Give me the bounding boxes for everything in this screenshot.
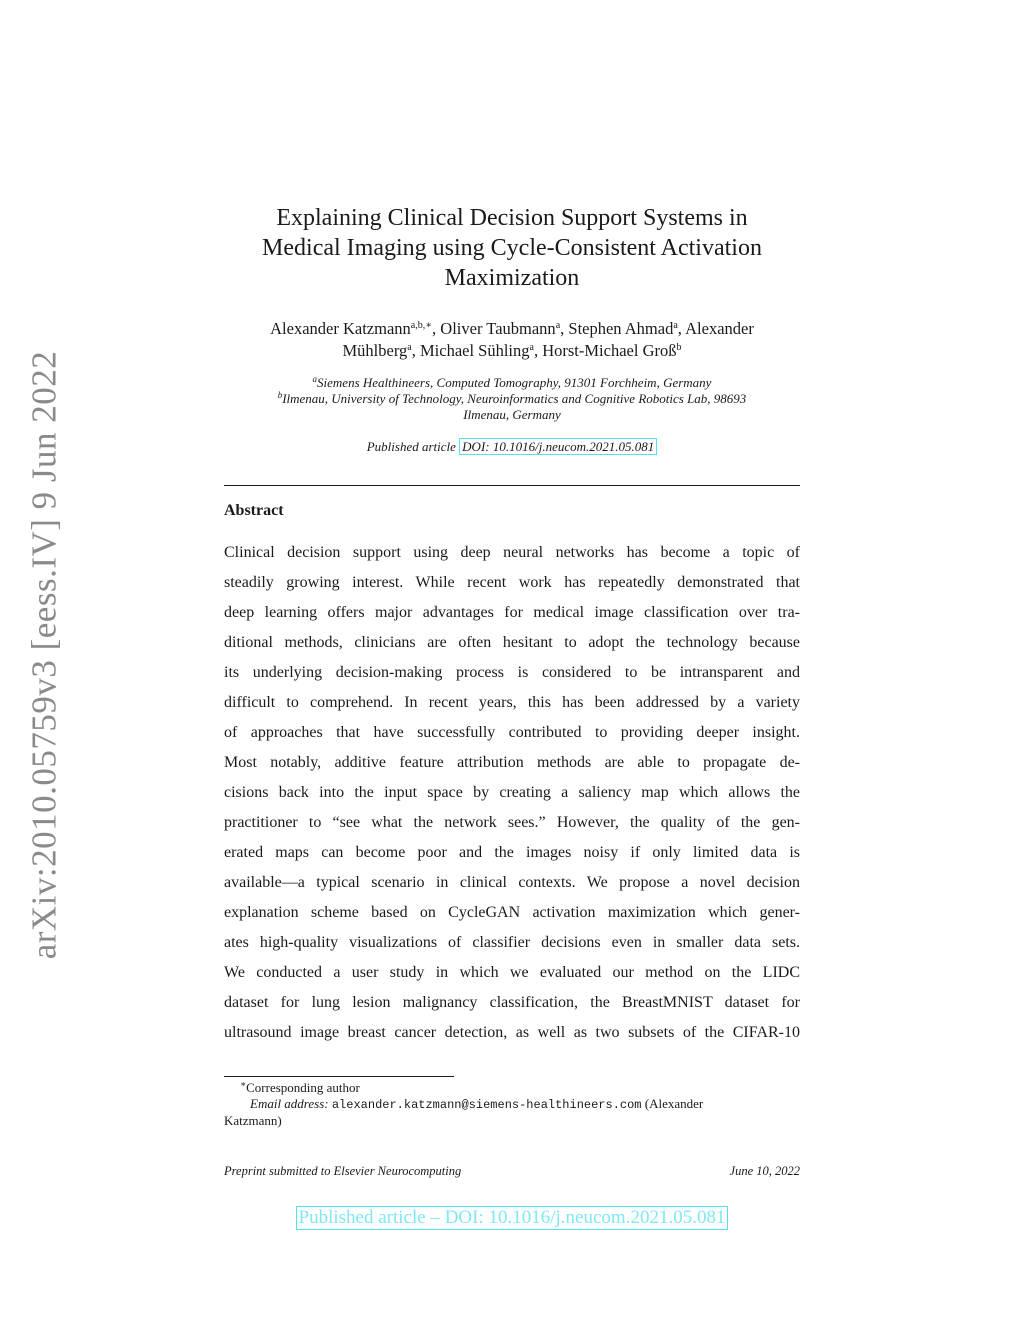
abstract-line: difficult to comprehend. In recent years, this has been addressed by a variety (224, 694, 800, 711)
abstract-line: practitioner to “see what the network sees.” However, the quality of the gen- (224, 814, 800, 831)
author-sup: a (529, 342, 534, 353)
bottom-doi-link[interactable]: Published article – DOI: 10.1016/j.neucom.2021.05.081 (296, 1206, 729, 1230)
email-label: Email address: (250, 1096, 329, 1111)
footnote-corresponding (224, 1080, 800, 1096)
arxiv-stamp (22, 350, 66, 960)
abstract-line: dataset for lung lesion malignancy classification, the BreastMNIST dataset for (224, 994, 800, 1011)
author-name: Michael Sühling (419, 341, 530, 360)
author-sup: a (673, 320, 678, 331)
email-suffix: (Alexander (641, 1096, 704, 1111)
author-line-1 (224, 318, 800, 340)
affiliation-marker: b (277, 390, 283, 400)
abstract-line: explanation scheme based on CycleGAN activation maximization which gener- (224, 904, 800, 921)
preprint-journal: Preprint submitted to Elsevier Neurocomputing (224, 1164, 462, 1178)
author-name: Alexander Katzmann (270, 319, 411, 338)
published-note (224, 439, 800, 455)
abstract-heading: Abstract (224, 502, 284, 519)
abstract-body (224, 538, 800, 1048)
abstract-line: of approaches that have successfully contributed to providing deeper insight. (224, 724, 800, 741)
title-line: Maximization (444, 265, 580, 291)
bottom-doi-banner (0, 1206, 1024, 1230)
abstract-line: deep learning offers major advantages for medical image classification over tra- (224, 604, 800, 621)
author-sep: , (411, 341, 420, 360)
doi-link[interactable]: DOI: 10.1016/j.neucom.2021.05.081 (459, 438, 657, 455)
footnote (224, 1080, 800, 1129)
author-sep: , (560, 319, 569, 338)
affiliation-text: Ilmenau, University of Technology, Neuroinformatics and Cognitive Robotics Lab, 98693 (282, 391, 747, 406)
author-sep: , (677, 319, 686, 338)
affiliation-a (224, 375, 800, 391)
preprint-date: June 10, 2022 (729, 1164, 800, 1178)
abstract-line: erated maps can become poor and the images noisy if only limited data is (224, 844, 800, 861)
affiliation-text: Siemens Healthineers, Computed Tomography, 91301 Forchheim, Germany (317, 375, 712, 390)
author-sup: b (676, 342, 682, 353)
affiliation-marker: a (312, 374, 318, 384)
paper-title (224, 203, 800, 293)
author-sup: a,b,∗ (410, 320, 433, 331)
affiliations (224, 375, 800, 423)
author-sep: , (432, 319, 441, 338)
abstract-line: Clinical decision support using deep neural networks has become a topic of (224, 544, 800, 561)
arxiv-stamp-text: arXiv:2010.05759v3 [eess.IV] 9 Jun 2022 (24, 350, 63, 960)
affiliation-b (224, 391, 800, 407)
published-note-prefix: Published article (366, 439, 460, 454)
abstract-line: ditional methods, clinicians are often hesitant to adopt the technology because (224, 634, 800, 651)
author-sep: , (533, 341, 543, 360)
abstract-top-rule (224, 485, 800, 486)
author-line-2 (224, 340, 800, 362)
abstract-line: We conducted a user study in which we evaluated our method on the LIDC (224, 964, 800, 981)
abstract-line: ates high-quality visualizations of classifier decisions even in smaller data sets. (224, 934, 800, 951)
author-name: Horst-Michael Groß (542, 341, 677, 360)
author-name: Mühlberg (342, 341, 408, 360)
author-list (224, 318, 800, 362)
author-sup: a (555, 320, 561, 331)
author-name: Alexander (685, 319, 754, 338)
footnote-marker: ∗ (240, 1079, 247, 1089)
footnote-corresponding-text: Corresponding author (246, 1080, 360, 1095)
abstract-line: ultrasound image breast cancer detection, as well as two subsets of the CIFAR-10 (224, 1024, 800, 1041)
author-name: Oliver Taubmann (440, 319, 556, 338)
footnote-email-line (224, 1096, 800, 1113)
abstract-line: cisions back into the input space by creating a saliency map which allows the (224, 784, 800, 801)
affiliation-b-cont: Ilmenau, Germany (463, 407, 561, 422)
preprint-footer (224, 1164, 800, 1179)
title-line: Medical Imaging using Cycle-Consistent Activation (262, 235, 762, 261)
footnote-rule (224, 1076, 454, 1077)
email-address[interactable]: alexander.katzmann@siemens-healthineers.com (331, 1098, 642, 1112)
abstract-line: available—a typical scenario in clinical contexts. We propose a novel decision (224, 874, 800, 891)
abstract-line: its underlying decision-making process is considered to be intransparent and (224, 664, 800, 681)
footnote-email-cont: Katzmann) (224, 1113, 282, 1128)
title-line: Explaining Clinical Decision Support Systems in (276, 205, 748, 231)
author-sup: a (407, 342, 412, 353)
author-name: Stephen Ahmad (568, 319, 674, 338)
abstract-line: Most notably, additive feature attribution methods are able to propagate de- (224, 754, 800, 771)
abstract-line: steadily growing interest. While recent work has repeatedly demonstrated that (224, 574, 800, 591)
